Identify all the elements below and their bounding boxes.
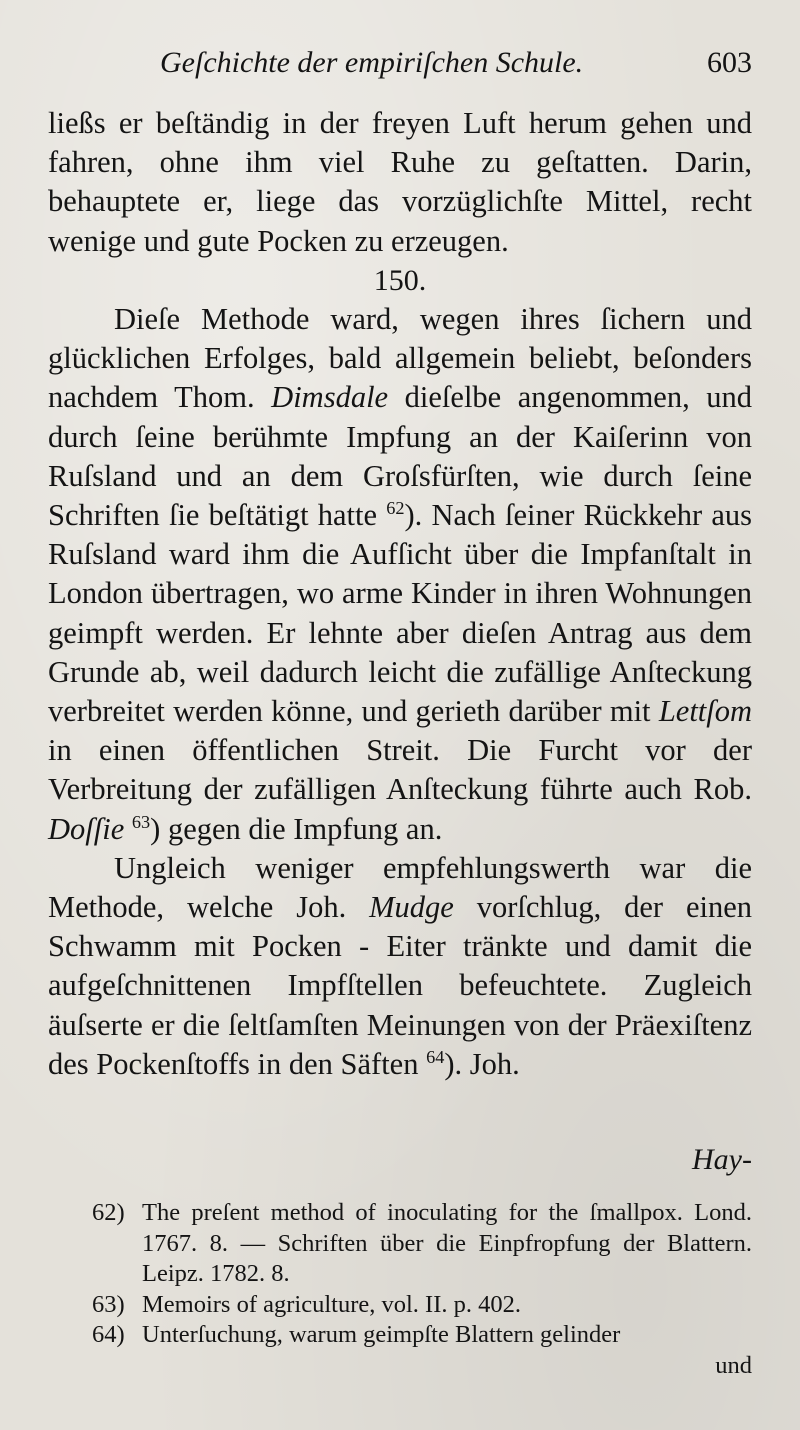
paragraph-3 xyxy=(48,849,752,1084)
text-span: Ungleich weniger empfehlungswerth war die Methode, welche Joh. xyxy=(48,850,752,925)
footnote-text: Memoirs of agriculture, vol. II. p. 402. xyxy=(142,1290,521,1318)
person-name: Dimsdale xyxy=(271,380,389,415)
text-span: Dieſe Methode ward, wegen ihres ſichern und glücklichen Erfolges, bald allgemein beliebt, beſonders nachdem Thom. xyxy=(48,302,752,415)
footnote-reference: 64 xyxy=(426,1046,445,1067)
page-header xyxy=(160,46,752,80)
running-title: Geſchichte der empiriſchen Schule. xyxy=(160,46,584,79)
text-span: ). Nach ſeiner Rückkehr aus Ruſsland ward ihm die Aufſicht über die Impfanſtalt in London übertragen, wo arme Kinder in ihren Wohnungen geimpft werden. Er lehnte aber dieſen Antrag aus dem Grunde ab, weil dadurch leicht die zufällige Anſteckung verbreitet werden könne, und gerieth darüber mit xyxy=(48,498,752,729)
person-name: Lettſom xyxy=(658,694,753,729)
footnote xyxy=(92,1290,752,1321)
main-text xyxy=(48,104,752,1084)
footnote-text: und xyxy=(715,1351,752,1379)
footnote-mark: 64) xyxy=(92,1321,125,1348)
person-name: Mudge xyxy=(369,890,454,925)
text-span: vorſchlug, der einen Schwamm mit Pocken - Eiter tränkte und damit die aufgeſchnittenen Impfſtellen befeuchtete. Zugleich äuſserte er die ſeltſamſten Meinungen von der Präexiſtenz des Pockenſtoffs in den Säften xyxy=(48,890,753,1081)
footnote-text: Unterſuchung, warum geimpſte Blattern gelinder xyxy=(142,1321,621,1348)
footnote-mark: 63) xyxy=(92,1290,125,1318)
paragraph-2 xyxy=(48,300,752,849)
footnote xyxy=(92,1320,752,1351)
paragraph-1: ließs er beſtändig in der freyen Luft herum gehen und fahren, ohne ihm viel Ruhe zu geſtatten. Darin, behauptete er, liege das vorzüglichſte Mittel, recht wenige und gute Pocken zu erzeugen. xyxy=(48,106,752,258)
footnotes xyxy=(92,1198,752,1381)
text-span: dieſelbe angenommen, und durch ſeine berühmte Impfung an der Kaiſerinn von Ruſsland und an dem Groſsfürſten, wie durch ſeine Schriften ſie beſtätigt hatte xyxy=(48,380,753,533)
text-span: ). Joh. xyxy=(444,1046,520,1081)
text-span: in einen öffentlichen Streit. Die Furcht vor der Verbreitung der zufälligen Anſteckung führte auch Rob. xyxy=(48,733,752,807)
footnote-reference: 62 xyxy=(386,497,405,518)
section-number: 150. xyxy=(373,263,427,297)
footnote xyxy=(92,1198,752,1290)
footnote-reference: 63 xyxy=(131,811,151,832)
footnote-text: The preſent method of inoculating for the ſmallpox. Lond. 1767. 8. — Schriften über die Einpfropfung der Blattern. Leipz. 1782. 8. xyxy=(142,1199,752,1287)
footnote-continuation xyxy=(92,1351,752,1382)
page-number: 603 xyxy=(707,46,752,79)
person-name: Doſſie xyxy=(48,811,125,846)
text-span: ) gegen die Impfung an. xyxy=(150,811,443,846)
catchword: Hay- xyxy=(692,1143,752,1176)
footnote-mark: 62) xyxy=(92,1199,125,1226)
